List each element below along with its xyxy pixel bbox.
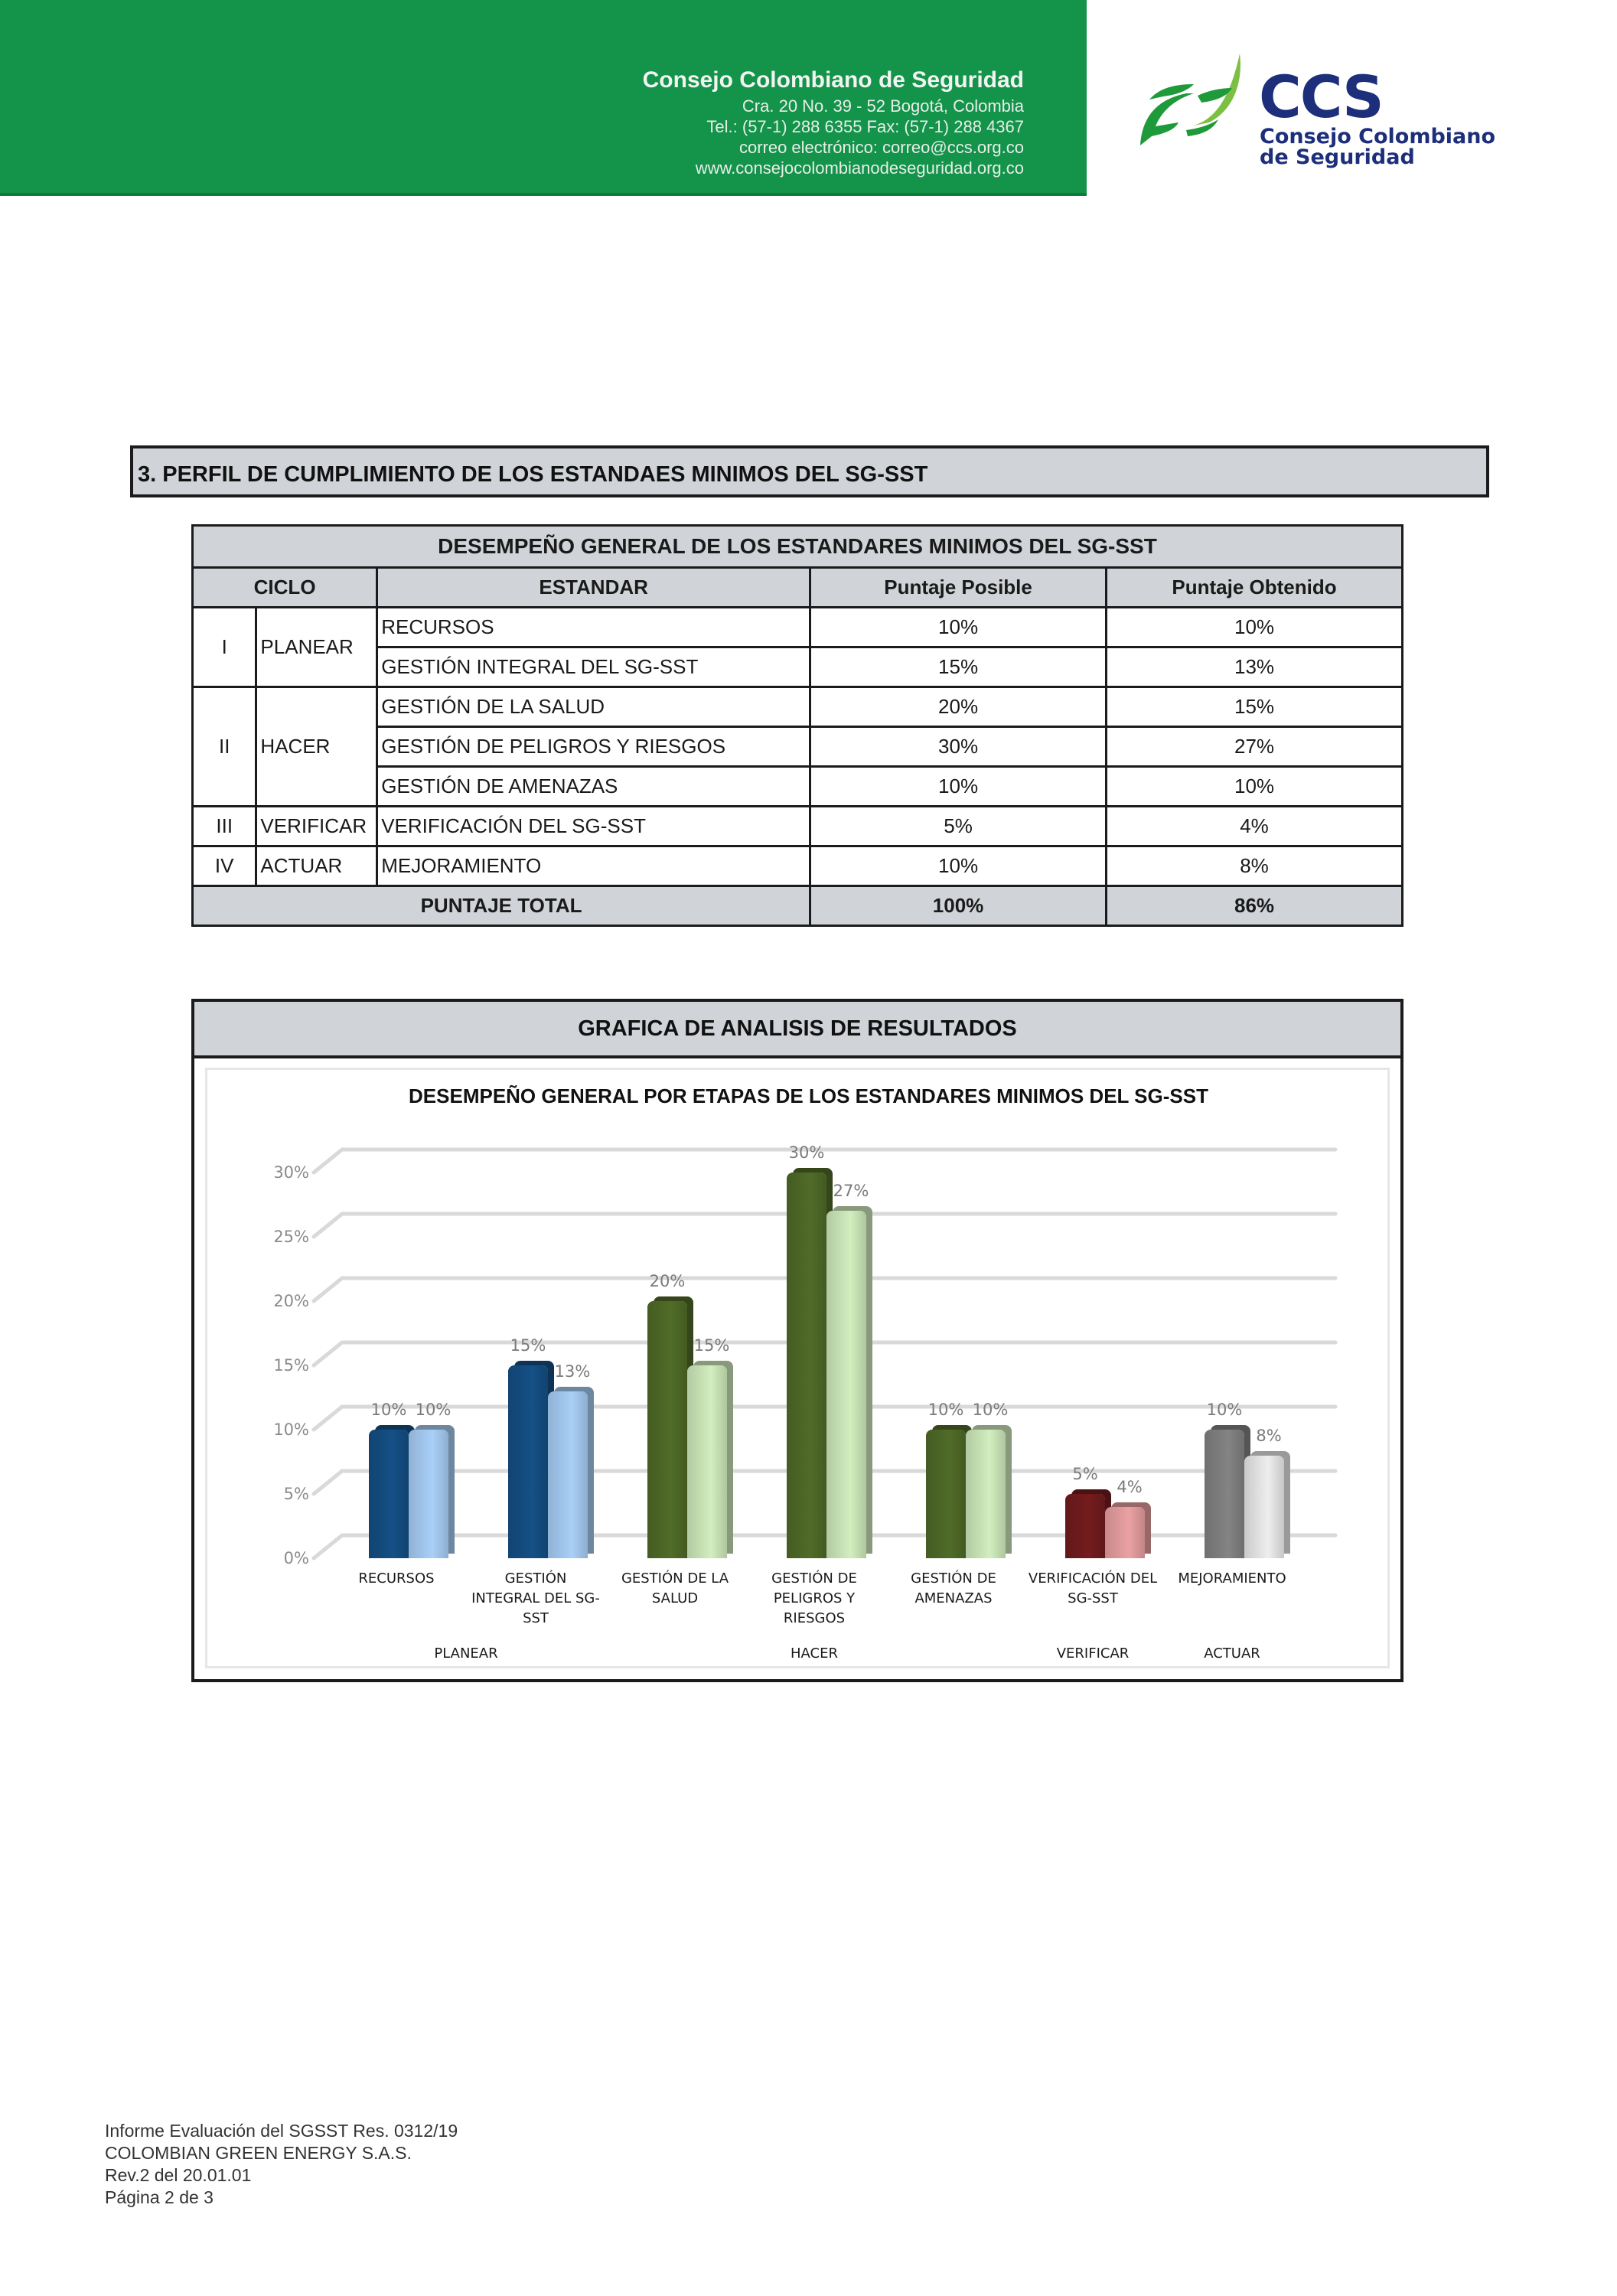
standard-name: GESTIÓN DE LA SALUD: [377, 687, 810, 727]
score-possible: 10%: [810, 846, 1107, 886]
standard-name: GESTIÓN INTEGRAL DEL SG-SST: [377, 647, 810, 687]
group-label-actuar: ACTUAR: [1204, 1645, 1260, 1662]
standard-name: RECURSOS: [377, 608, 810, 647]
cycle-number: I: [193, 608, 256, 687]
group-label-hacer: HACER: [791, 1645, 838, 1662]
bar-possible: [787, 1172, 826, 1558]
score-possible: 10%: [810, 608, 1107, 647]
cycle-name: HACER: [256, 687, 377, 807]
col-header-obtenido: Puntaje Obtenido: [1107, 568, 1403, 608]
org-name: Consejo Colombiano de Seguridad: [642, 67, 1024, 93]
y-tick: 10%: [273, 1420, 309, 1439]
data-label: 30%: [788, 1143, 825, 1162]
org-address: Cra. 20 No. 39 - 52 Bogotá, Colombia: [742, 96, 1024, 116]
score-obtained: 27%: [1107, 727, 1403, 767]
bar-obtained: [409, 1430, 448, 1558]
data-label: 27%: [833, 1182, 869, 1201]
bar-obtained: [1244, 1456, 1284, 1558]
table-title: DESEMPEÑO GENERAL DE LOS ESTANDARES MINIMOS DEL SG-SST: [193, 526, 1403, 568]
y-tick: 0%: [283, 1549, 309, 1567]
page-footer: [105, 2120, 458, 2209]
score-obtained: 10%: [1107, 767, 1403, 807]
score-possible: 5%: [810, 807, 1107, 846]
standard-name: MEJORAMIENTO: [377, 846, 810, 886]
bar-obtained: [687, 1365, 727, 1558]
x-label-gestion-amenazas: GESTIÓN DE AMENAZAS: [911, 1570, 996, 1606]
score-obtained: 13%: [1107, 647, 1403, 687]
y-tick: 20%: [273, 1292, 309, 1310]
score-possible: 20%: [810, 687, 1107, 727]
y-tick: 5%: [283, 1485, 309, 1503]
score-obtained: 4%: [1107, 807, 1403, 846]
x-label-verificacion: VERIFICACIÓN DEL SG-SST: [1028, 1570, 1158, 1606]
cycle-name: VERIFICAR: [256, 807, 377, 846]
bar-possible: [369, 1430, 409, 1558]
footer-revision: Rev.2 del 20.01.01: [105, 2165, 252, 2185]
col-header-estandar: ESTANDAR: [377, 568, 810, 608]
data-label: 20%: [649, 1272, 686, 1290]
standard-name: VERIFICACIÓN DEL SG-SST: [377, 807, 810, 846]
x-label-gestion-peligros: GESTIÓN DE PELIGROS Y RIESGOS: [771, 1570, 857, 1626]
data-label: 13%: [554, 1362, 591, 1381]
score-possible: 10%: [810, 767, 1107, 807]
bar-possible: [926, 1430, 966, 1558]
total-obtained: 86%: [1107, 886, 1403, 926]
data-label: 10%: [972, 1401, 1009, 1419]
group-label-planear: PLANEAR: [434, 1645, 498, 1662]
cycle-number: II: [193, 687, 256, 807]
data-label: 8%: [1256, 1426, 1282, 1445]
bar-obtained: [1105, 1507, 1145, 1558]
bar-possible: [1205, 1430, 1244, 1558]
data-label: 10%: [370, 1401, 407, 1419]
group-label-verificar: VERIFICAR: [1056, 1645, 1130, 1662]
logo-line1: Consejo Colombiano: [1260, 125, 1496, 148]
footer-page-number: Página 2 de 3: [105, 2187, 214, 2207]
cycle-name: PLANEAR: [256, 608, 377, 687]
bar-obtained: [548, 1391, 588, 1558]
bar-possible: [1065, 1494, 1105, 1558]
org-website: www.consejocolombianodeseguridad.org.co: [695, 158, 1024, 178]
col-header-posible: Puntaje Posible: [810, 568, 1107, 608]
y-tick: 15%: [273, 1356, 309, 1375]
data-label: 10%: [927, 1401, 964, 1419]
x-label-mejoramiento: MEJORAMIENTO: [1178, 1570, 1286, 1587]
cycle-number: III: [193, 807, 256, 846]
total-label: PUNTAJE TOTAL: [193, 886, 810, 926]
footer-company: COLOMBIAN GREEN ENERGY S.A.S.: [105, 2143, 412, 2163]
data-label: 5%: [1072, 1465, 1098, 1483]
data-label: 4%: [1117, 1477, 1143, 1496]
x-label-recursos: RECURSOS: [358, 1570, 435, 1587]
standard-name: GESTIÓN DE PELIGROS Y RIESGOS: [377, 727, 810, 767]
score-obtained: 8%: [1107, 846, 1403, 886]
score-possible: 15%: [810, 647, 1107, 687]
data-label: 15%: [510, 1336, 546, 1355]
chart-title: DESEMPEÑO GENERAL POR ETAPAS DE LOS ESTANDARES MINIMOS DEL SG-SST: [409, 1084, 1208, 1107]
x-label-gestion-integral: GESTIÓN INTEGRAL DEL SG- SST: [471, 1570, 600, 1626]
y-tick: 30%: [273, 1163, 309, 1182]
y-tick: 25%: [273, 1228, 309, 1246]
section-title: 3. PERFIL DE CUMPLIMIENTO DE LOS ESTANDAES MINIMOS DEL SG-SST: [138, 462, 928, 487]
data-label: 10%: [415, 1401, 452, 1419]
bar-obtained: [826, 1211, 866, 1558]
standard-name: GESTIÓN DE AMENAZAS: [377, 767, 810, 807]
total-possible: 100%: [810, 886, 1107, 926]
data-label: 10%: [1206, 1401, 1243, 1419]
cycle-name: ACTUAR: [256, 846, 377, 886]
org-email: correo electrónico: correo@ccs.org.co: [738, 138, 1024, 157]
footer-report-name: Informe Evaluación del SGSST Res. 0312/19: [105, 2121, 458, 2141]
logo-line2: de Seguridad: [1260, 145, 1415, 169]
logo-acronym: CCS: [1259, 63, 1383, 131]
bar-obtained: [966, 1430, 1006, 1558]
col-header-ciclo: CICLO: [193, 568, 377, 608]
x-label-gestion-salud: GESTIÓN DE LA SALUD: [621, 1570, 729, 1606]
bar-possible: [508, 1365, 548, 1558]
score-obtained: 15%: [1107, 687, 1403, 727]
org-phone: Tel.: (57-1) 288 6355 Fax: (57-1) 288 4367: [706, 117, 1024, 136]
score-obtained: 10%: [1107, 608, 1403, 647]
chart-box-title: GRAFICA DE ANALISIS DE RESULTADOS: [578, 1016, 1017, 1041]
score-possible: 30%: [810, 727, 1107, 767]
data-label: 15%: [693, 1336, 730, 1355]
cycle-number: IV: [193, 846, 256, 886]
